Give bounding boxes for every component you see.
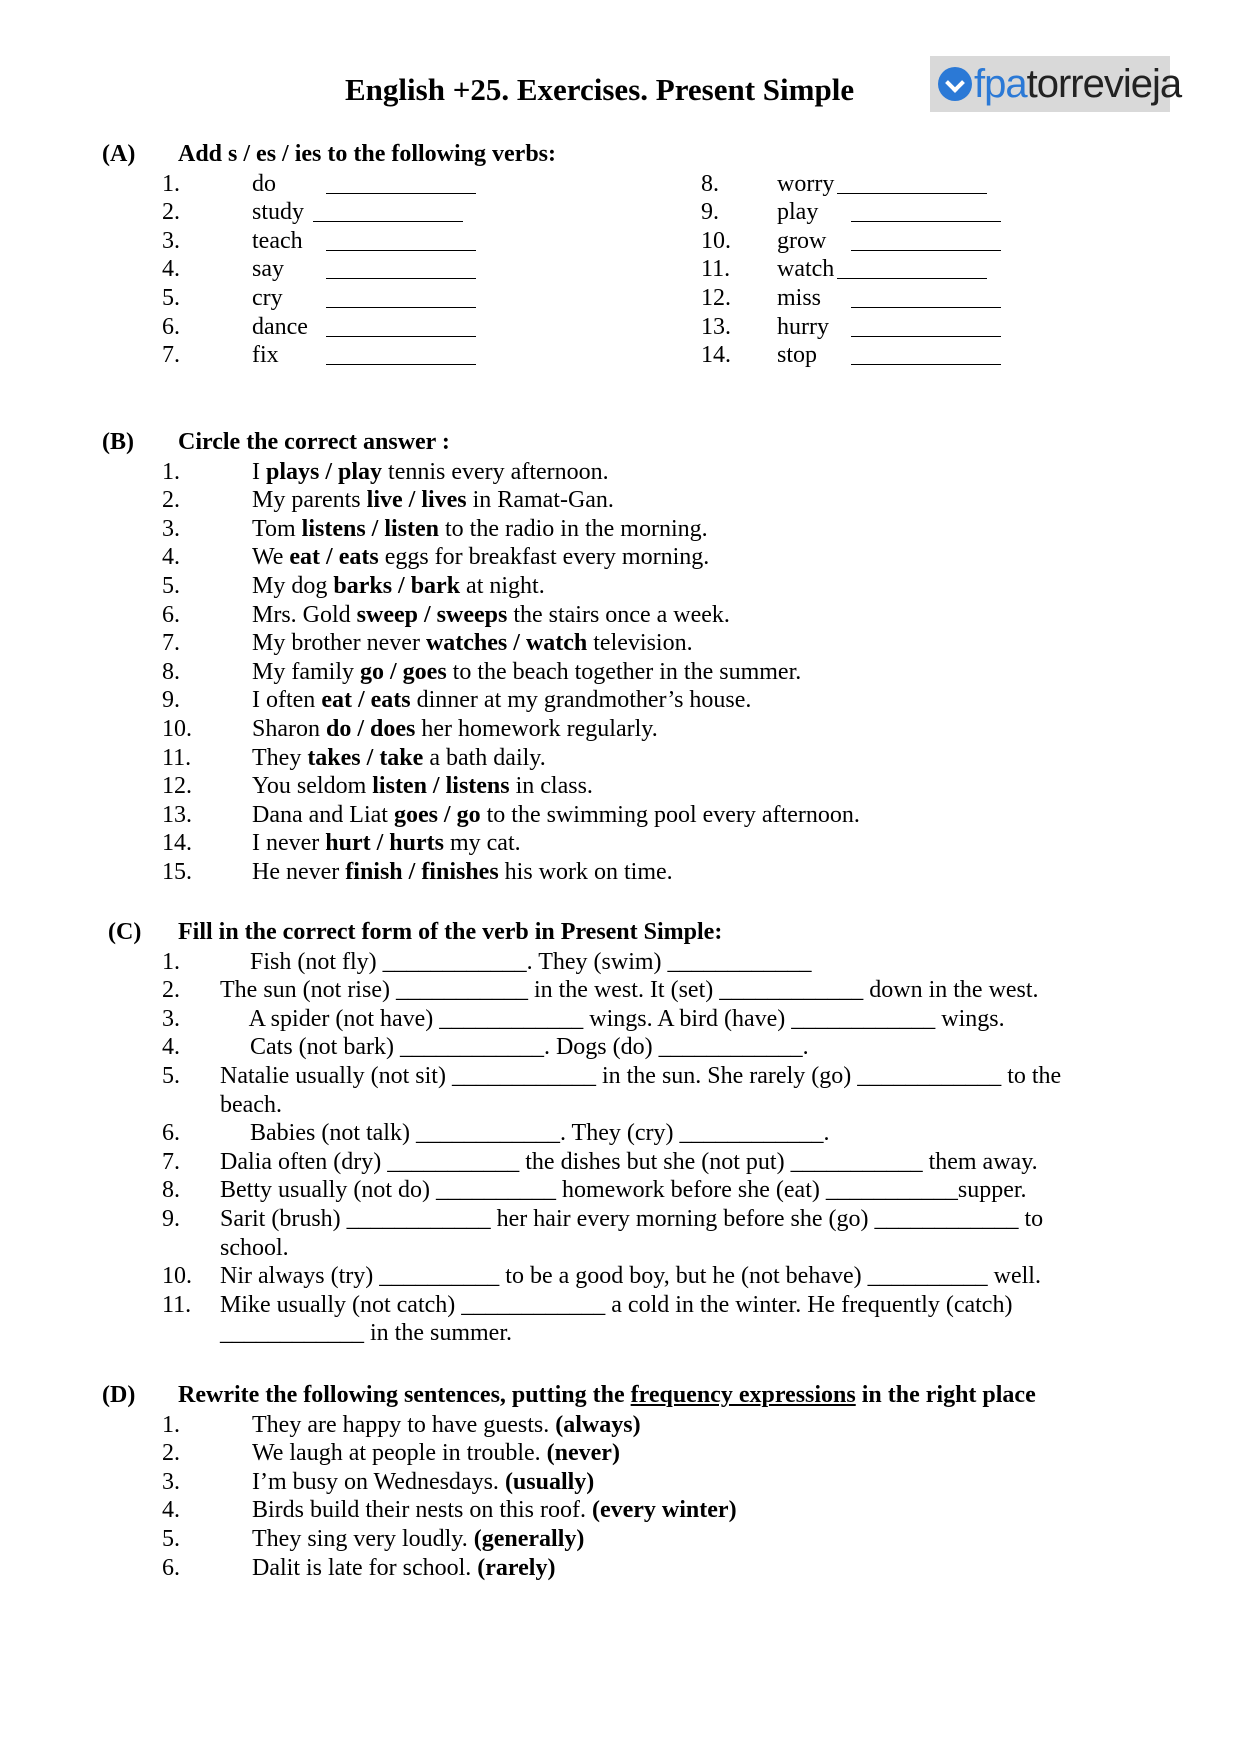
item-number: 4. bbox=[162, 256, 180, 283]
rewrite-item bbox=[0, 1554, 1240, 1583]
circle-item bbox=[0, 744, 1240, 773]
sentence bbox=[252, 629, 693, 658]
item-number: 14. bbox=[162, 830, 192, 857]
sentence bbox=[252, 829, 521, 858]
item-number: 7. bbox=[162, 342, 180, 369]
item-number: 5. bbox=[162, 573, 180, 599]
sentence-end: to the swimming pool every afternoon. bbox=[480, 801, 860, 828]
verb-item bbox=[0, 198, 1240, 227]
item-number: 6. bbox=[162, 313, 180, 340]
verb-item bbox=[0, 227, 1240, 256]
verb-item bbox=[0, 341, 1240, 370]
sentence bbox=[252, 858, 673, 887]
fill-in-line bbox=[0, 1033, 1240, 1062]
item-number: 11. bbox=[701, 256, 731, 283]
answer-options: eat / eats bbox=[289, 544, 379, 571]
sentence bbox=[252, 772, 593, 801]
rewrite-item bbox=[0, 1496, 1240, 1525]
sentence: The sun (not rise) ___________ in the west. It (set) ____________ down in the west. bbox=[220, 977, 1039, 1004]
item-number: 15. bbox=[162, 859, 192, 885]
answer-options: takes / take bbox=[307, 744, 424, 771]
sentence-end: the stairs once a week. bbox=[507, 601, 730, 628]
sentence-end: my cat. bbox=[443, 830, 521, 857]
sentence bbox=[252, 572, 545, 601]
sentence bbox=[252, 543, 709, 572]
sentence-end: to the radio in the morning. bbox=[439, 515, 708, 542]
sentence-end: her homework regularly. bbox=[415, 716, 658, 742]
sentence-start: He never bbox=[252, 859, 346, 885]
sentence-start: Tom bbox=[252, 515, 302, 542]
sentence bbox=[252, 1554, 555, 1583]
item-number: 10. bbox=[162, 716, 192, 742]
circle-item bbox=[0, 543, 1240, 572]
fill-in-line bbox=[0, 1262, 1240, 1291]
sentence: Sarit (brush) ____________ her hair every morning before she (go) ____________ to bbox=[220, 1206, 1044, 1232]
item-number: 11. bbox=[162, 744, 192, 771]
answer-options: live / lives bbox=[366, 487, 467, 514]
sentence: Betty usually (not do) __________ homework before she (eat) ___________supper. bbox=[220, 1177, 1027, 1204]
item-number: 7. bbox=[162, 1148, 180, 1175]
item-number: 3. bbox=[162, 1005, 180, 1032]
verb-word: grow bbox=[777, 227, 827, 254]
section-title: Fill in the correct form of the verb in Present Simple: bbox=[178, 919, 723, 945]
item-number: 8. bbox=[701, 170, 719, 197]
fill-in-line bbox=[0, 1319, 1240, 1348]
circle-item bbox=[0, 458, 1240, 487]
answer-options: plays / play bbox=[266, 458, 383, 485]
sentence-end: a bath daily. bbox=[423, 744, 546, 771]
sentence: Dalia often (dry) ___________ the dishes but she (not put) ___________ them away. bbox=[220, 1148, 1038, 1175]
sentence bbox=[252, 601, 730, 630]
answer-options: finish / finishes bbox=[345, 859, 499, 885]
item-number: 5. bbox=[162, 1063, 180, 1089]
circle-item bbox=[0, 601, 1240, 630]
sentence-start: My dog bbox=[252, 573, 334, 599]
verb-word: play bbox=[777, 199, 819, 226]
item-number: 13. bbox=[701, 313, 731, 340]
sentence-end: television. bbox=[587, 630, 693, 657]
answer-blank bbox=[837, 173, 987, 194]
item-number: 1. bbox=[162, 458, 180, 485]
section-title: Add s / es / ies to the following verbs: bbox=[178, 141, 556, 167]
fpatorrevieja-logo bbox=[930, 56, 1182, 112]
answer-blank bbox=[851, 201, 1001, 222]
item-number: 11. bbox=[162, 1291, 192, 1318]
verb-word: do bbox=[252, 170, 276, 197]
item-number: 12. bbox=[162, 773, 192, 800]
circle-item bbox=[0, 801, 1240, 830]
item-number: 7. bbox=[162, 630, 180, 657]
answer-options: go / goes bbox=[360, 658, 447, 685]
fill-in-line bbox=[0, 1119, 1240, 1148]
verb-word: dance bbox=[252, 313, 308, 340]
item-number: 2. bbox=[162, 199, 180, 226]
fill-in-line bbox=[0, 1205, 1240, 1234]
circle-item bbox=[0, 515, 1240, 544]
sentence bbox=[252, 1411, 641, 1440]
fill-in-line bbox=[0, 1176, 1240, 1205]
answer-blank bbox=[851, 316, 1001, 337]
sentence-start: My parents bbox=[252, 487, 367, 514]
circle-item bbox=[0, 658, 1240, 687]
frequency-hint: (rarely) bbox=[477, 1554, 556, 1581]
item-number: 1. bbox=[162, 1411, 180, 1438]
sentence-text: They are happy to have guests. bbox=[252, 1411, 556, 1438]
item-number: 10. bbox=[701, 227, 731, 254]
sentence-start: I bbox=[252, 458, 266, 485]
answer-options: hurt / hurts bbox=[325, 830, 444, 857]
fill-in-line bbox=[0, 1062, 1240, 1091]
item-number: 4. bbox=[162, 1497, 180, 1524]
sentence-text: I’m busy on Wednesdays. bbox=[252, 1468, 505, 1495]
sentence-text: We laugh at people in trouble. bbox=[252, 1440, 547, 1467]
fill-in-line bbox=[0, 1091, 1240, 1120]
verb-word: say bbox=[252, 256, 284, 283]
sentence-start: My brother never bbox=[252, 630, 426, 657]
sentence: Babies (not talk) ____________. They (cry) ____________. bbox=[220, 1120, 830, 1147]
frequency-expressions-underline: frequency expressions bbox=[630, 1382, 856, 1408]
item-number: 6. bbox=[162, 1554, 180, 1581]
answer-options: goes / go bbox=[393, 801, 481, 828]
rewrite-item bbox=[0, 1468, 1240, 1497]
sentence-text: Birds build their nests on this roof. bbox=[252, 1497, 592, 1524]
sentence bbox=[252, 486, 614, 515]
answer-options: watches / watch bbox=[425, 630, 588, 657]
sentence-end: in Ramat-Gan. bbox=[466, 487, 614, 514]
item-number: 3. bbox=[162, 1468, 180, 1495]
circle-item bbox=[0, 715, 1240, 744]
sentence bbox=[252, 1468, 594, 1497]
sentence-start: We bbox=[252, 544, 290, 571]
sentence: Fish (not fly) ____________. They (swim) ____________ bbox=[220, 948, 812, 975]
section-title: Rewrite the following sentences, putting the frequency expressions in the right place bbox=[178, 1382, 1036, 1408]
sentence-end: tennis every afternoon. bbox=[382, 458, 609, 485]
item-number: 1. bbox=[162, 170, 180, 197]
section-letter: (D) bbox=[102, 1382, 136, 1408]
sentence-start: My family bbox=[252, 658, 360, 685]
sentence bbox=[252, 1525, 584, 1554]
verb-item bbox=[0, 313, 1240, 342]
sentence-end: at night. bbox=[460, 573, 545, 599]
rewrite-item bbox=[0, 1439, 1240, 1468]
sentence-text: They sing very loudly. bbox=[252, 1526, 474, 1552]
item-number: 1. bbox=[162, 948, 180, 975]
sentence: Natalie usually (not sit) ____________ in the sun. She rarely (go) ____________ to the bbox=[220, 1063, 1062, 1089]
sentence-end: in class. bbox=[509, 773, 593, 800]
sentence-start: I often bbox=[252, 687, 322, 714]
circle-item bbox=[0, 486, 1240, 515]
section-letter: (C) bbox=[108, 919, 142, 945]
page-title: English +25. Exercises. Present Simple bbox=[345, 72, 855, 107]
item-number: 9. bbox=[162, 1206, 180, 1232]
verb-word: hurry bbox=[777, 313, 829, 340]
item-number: 10. bbox=[162, 1263, 192, 1290]
item-number: 13. bbox=[162, 801, 192, 828]
sentence: Nir always (try) __________ to be a good boy, but he (not behave) __________ well. bbox=[220, 1263, 1041, 1290]
answer-options: eat / eats bbox=[321, 687, 411, 714]
answer-options: listens / listen bbox=[301, 515, 439, 542]
sentence-start: Sharon bbox=[252, 716, 326, 742]
verb-word: watch bbox=[777, 256, 835, 283]
item-number: 3. bbox=[162, 227, 180, 254]
item-number: 3. bbox=[162, 515, 180, 542]
item-number: 4. bbox=[162, 544, 180, 571]
section-letter: (B) bbox=[102, 429, 134, 455]
item-number: 12. bbox=[701, 285, 731, 311]
fill-in-line bbox=[0, 1234, 1240, 1263]
circle-item bbox=[0, 572, 1240, 601]
circle-item bbox=[0, 686, 1240, 715]
item-number: 9. bbox=[701, 199, 719, 226]
answer-options: barks / bark bbox=[333, 573, 461, 599]
sentence-start: I never bbox=[252, 830, 326, 857]
sentence-start: Dana and Liat bbox=[252, 801, 394, 828]
frequency-hint: (always) bbox=[555, 1411, 641, 1438]
verb-word: miss bbox=[777, 285, 822, 311]
verb-word: study bbox=[252, 199, 305, 226]
item-number: 14. bbox=[701, 342, 731, 369]
sentence: school. bbox=[220, 1234, 289, 1261]
section-title: Circle the correct answer : bbox=[178, 429, 450, 455]
answer-options: sweep / sweeps bbox=[356, 601, 508, 628]
sentence bbox=[252, 686, 751, 715]
sentence: ____________ in the summer. bbox=[220, 1320, 512, 1347]
sentence-start: You seldom bbox=[252, 773, 373, 800]
fill-in-line bbox=[0, 1005, 1240, 1034]
answer-blank bbox=[851, 230, 1001, 251]
verb-word: fix bbox=[252, 342, 279, 369]
fill-in-line bbox=[0, 976, 1240, 1005]
rewrite-item bbox=[0, 1411, 1240, 1440]
sentence: A spider (not have) ____________ wings. A bird (have) ____________ wings. bbox=[220, 1005, 1005, 1032]
sentence: Cats (not bark) ____________. Dogs (do) ____________. bbox=[220, 1034, 809, 1061]
sentence-end: eggs for breakfast every morning. bbox=[378, 544, 710, 571]
item-number: 6. bbox=[162, 601, 180, 628]
fill-in-line bbox=[0, 1148, 1240, 1177]
answer-blank bbox=[837, 258, 987, 279]
sentence bbox=[252, 658, 801, 687]
section-letter: (A) bbox=[102, 141, 136, 167]
sentence bbox=[252, 515, 708, 544]
verb-item bbox=[0, 255, 1240, 284]
frequency-hint: (usually) bbox=[504, 1468, 595, 1495]
answer-options: do / does bbox=[326, 716, 416, 742]
sentence-start: They bbox=[252, 744, 308, 771]
sentence bbox=[252, 715, 658, 744]
sentence bbox=[252, 1496, 737, 1525]
sentence bbox=[252, 458, 609, 487]
item-number: 4. bbox=[162, 1034, 180, 1061]
item-number: 8. bbox=[162, 1177, 180, 1204]
verb-word: cry bbox=[252, 285, 283, 311]
sentence: beach. bbox=[220, 1091, 282, 1118]
frequency-hint: (generally) bbox=[473, 1526, 585, 1552]
sentence-end: to the beach together in the summer. bbox=[446, 658, 802, 685]
item-number: 2. bbox=[162, 1440, 180, 1467]
verb-word: stop bbox=[777, 342, 818, 369]
fill-in-line bbox=[0, 948, 1240, 977]
sentence-end: dinner at my grandmother’s house. bbox=[410, 687, 752, 714]
item-number: 8. bbox=[162, 658, 180, 685]
verb-item bbox=[0, 170, 1240, 199]
verb-item bbox=[0, 284, 1240, 313]
item-number: 2. bbox=[162, 487, 180, 514]
answer-blank bbox=[851, 287, 1001, 308]
item-number: 2. bbox=[162, 977, 180, 1004]
item-number: 6. bbox=[162, 1120, 180, 1147]
answer-options: listen / listens bbox=[372, 773, 510, 800]
sentence bbox=[252, 744, 546, 773]
sentence bbox=[252, 1439, 620, 1468]
sentence bbox=[252, 801, 860, 830]
sentence-end: his work on time. bbox=[498, 859, 673, 885]
verb-word: teach bbox=[252, 227, 303, 254]
logo-arrow-icon bbox=[938, 67, 972, 101]
circle-item bbox=[0, 829, 1240, 858]
sentence-start: Mrs. Gold bbox=[252, 601, 357, 628]
verb-word: worry bbox=[777, 170, 835, 197]
circle-item bbox=[0, 772, 1240, 801]
logo-text: fpatorrevieja bbox=[974, 61, 1182, 106]
item-number: 5. bbox=[162, 1526, 180, 1552]
answer-blank bbox=[851, 344, 1001, 365]
item-number: 9. bbox=[162, 687, 180, 714]
rewrite-item bbox=[0, 1525, 1240, 1554]
frequency-hint: (never) bbox=[546, 1440, 620, 1467]
circle-item bbox=[0, 858, 1240, 887]
sentence: Mike usually (not catch) ____________ a cold in the winter. He frequently (catch) bbox=[220, 1291, 1013, 1318]
circle-item bbox=[0, 629, 1240, 658]
fill-in-line bbox=[0, 1291, 1240, 1320]
frequency-hint: (every winter) bbox=[591, 1497, 737, 1524]
sentence-text: Dalit is late for school. bbox=[252, 1554, 478, 1581]
item-number: 5. bbox=[162, 285, 180, 311]
